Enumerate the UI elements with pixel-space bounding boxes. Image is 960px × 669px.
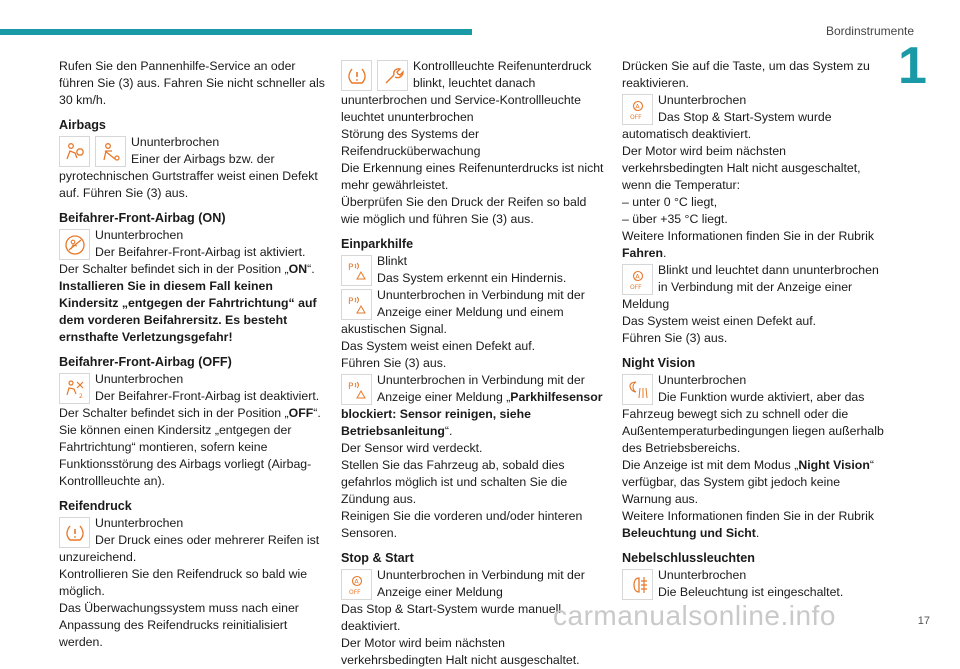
- tyre-pressure-icon: [59, 517, 90, 548]
- bfa-off-heading: Beifahrer-Front-Airbag (OFF): [59, 355, 232, 369]
- page-number: 17: [917, 615, 930, 627]
- bfa-off-state: Ununterbrochen: [95, 372, 184, 386]
- parking-state3c: “.: [444, 424, 453, 438]
- airbags-heading: Airbags: [59, 118, 106, 132]
- ss-cont-text5: Führen Sie (3) aus.: [622, 331, 728, 345]
- bfa-off-text2c: “.: [313, 406, 321, 420]
- bfa-off-text1: Der Beifahrer-Front-Airbag ist deaktiviert.: [95, 389, 320, 403]
- svg-text:P: P: [347, 262, 353, 273]
- passenger-airbag-off-icon: [59, 373, 90, 404]
- tpms-fault-text2: Die Erkennung eines Reifenunterdrucks ist nicht mehr gewährleistet.: [341, 161, 604, 192]
- chapter-title: Bordinstrumente: [825, 24, 914, 38]
- night-vision-text3b: Beleuchtung und Sicht: [622, 526, 756, 540]
- night-vision-text1: Die Funktion wurde aktiviert, aber das Fahrzeug bewegt sich zu schnell oder die Außentemperaturbedingungen liegen außerhalb des Betriebsbereichs.: [622, 390, 884, 455]
- parking-state3b: Parkhilfesensor blockiert: Sensor reinigen, siehe Betriebsanleitung: [341, 390, 603, 438]
- bfa-on-state: Ununterbrochen: [95, 228, 184, 242]
- airbags-state: Ununterbrochen: [131, 135, 220, 149]
- fog-heading: Nebelschlussleuchten: [622, 551, 755, 565]
- ss-cont-li1: – unter 0 °C liegt,: [622, 195, 718, 209]
- parking-text4: Der Sensor wird verdeckt.: [341, 441, 483, 455]
- parking-text6: Reinigen Sie die vorderen und/oder hinteren Sensoren.: [341, 509, 583, 540]
- service-wrench-icon: [377, 60, 408, 91]
- ss-cont-text4: Das System weist einen Defekt auf.: [622, 314, 817, 328]
- bfa-on-text2c: “.: [307, 262, 315, 276]
- stopstart-state: Ununterbrochen in Verbindung mit der Anzeige einer Meldung: [377, 568, 585, 599]
- tyre-pressure-icon-2: [341, 60, 372, 91]
- fog-state: Ununterbrochen: [658, 568, 747, 582]
- night-vision-text2b: Night Vision: [798, 458, 870, 472]
- tyre-pressure-heading: Reifendruck: [59, 499, 132, 513]
- svg-text:A: A: [634, 272, 640, 280]
- ss-cont-text3b: Fahren: [622, 246, 663, 260]
- tyre-text3: Das Überwachungssystem muss nach einer Anpassung des Reifendrucks reinitialisiert werden.: [59, 601, 299, 649]
- parking-state3a: Ununterbrochen in Verbindung mit der Anzeige einer Meldung „: [377, 373, 585, 404]
- night-vision-icon: [622, 374, 653, 405]
- night-vision-state: Ununterbrochen: [658, 373, 747, 387]
- rear-fog-lamp-icon: [622, 569, 653, 600]
- header-accent-bar: [0, 29, 472, 35]
- passenger-airbag-on-icon: [59, 229, 90, 260]
- parking-sensor-icon-2: [341, 289, 372, 320]
- bfa-off-text3: Sie können einen Kindersitz „entgegen der Fahrtrichtung“ montieren, sofern keine Funktionsstörung des Airbags vorliegt (Airbag-Kontrollleuchte an).: [59, 423, 312, 488]
- night-vision-text2a: Die Anzeige ist mit dem Modus „: [622, 458, 799, 472]
- ss-cont-text3a: Weitere Informationen finden Sie in der Rubrik: [622, 229, 874, 243]
- night-vision-text3a: Weitere Informationen finden Sie in der Rubrik: [622, 509, 874, 523]
- night-vision-text3c: .: [755, 526, 760, 540]
- bfa-on-heading: Beifahrer-Front-Airbag (ON): [59, 211, 226, 225]
- ss-cont-state2: Blinkt und leuchtet dann ununterbrochen in Verbindung mit der Anzeige einer Meldung: [622, 263, 879, 311]
- tyre-text2: Kontrollieren Sie den Reifendruck so bald wie möglich.: [59, 567, 308, 598]
- stop-start-off-icon: [341, 569, 372, 600]
- svg-text:OFF: OFF: [629, 283, 642, 291]
- svg-text:2: 2: [78, 392, 83, 400]
- tpms-fault-text3: Überprüfen Sie den Druck der Reifen so bald wie möglich und führen Sie (3) aus.: [341, 195, 587, 226]
- seatbelt-pretensioner-icon: [95, 136, 126, 167]
- column-1: [59, 58, 325, 651]
- stopstart-text2: Der Motor wird beim nächsten verkehrsbedingten Halt nicht ausgeschaltet.: [341, 636, 580, 667]
- night-vision-text2c: “ verfügbar, das System gibt jedoch keine Warnung aus.: [622, 458, 874, 506]
- bfa-on-text1: Der Beifahrer-Front-Airbag ist aktiviert.: [95, 245, 306, 259]
- ss-cont-text3c: .: [663, 246, 667, 260]
- parking-text5: Stellen Sie das Fahrzeug ab, sobald dies gefahrlos möglich ist und schalten Sie die Zündung aus.: [341, 458, 568, 506]
- parking-sensor-icon-3: [341, 374, 372, 405]
- ss-cont-text1: Das Stop & Start-System wurde automatisch deaktiviert.: [622, 110, 832, 141]
- svg-text:A: A: [634, 102, 640, 110]
- ss-cont-li2: – über +35 °C liegt.: [622, 212, 728, 226]
- stop-start-off-icon-3: [622, 264, 653, 295]
- parking-text3: Führen Sie (3) aus.: [341, 356, 447, 370]
- fog-text1: Die Beleuchtung ist eingeschaltet.: [658, 585, 844, 599]
- column-3: [622, 58, 888, 601]
- parking-state2: Ununterbrochen in Verbindung mit der Anzeige einer Meldung und einem akustischen Signal.: [341, 288, 585, 336]
- svg-text:P: P: [347, 296, 353, 307]
- airbags-text: Einer der Airbags bzw. der pyrotechnischen Gurtstraffer weist einen Defekt auf. Führen Sie (3) aus.: [59, 152, 318, 200]
- bfa-off-text2a: Der Schalter befindet sich in der Position „: [59, 406, 289, 420]
- stopstart-heading: Stop & Start: [341, 551, 414, 565]
- ss-cont-text0: Drücken Sie auf die Taste, um das System zu reaktivieren.: [622, 59, 870, 90]
- parking-text2: Das System weist einen Defekt auf.: [341, 339, 536, 353]
- bfa-on-warning: Installieren Sie in diesem Fall keinen Kindersitz „entgegen der Fahrtrichtung“ auf dem vorderen Beifahrersitz. Es besteht ernsthafte Verletzungsgefahr!: [59, 279, 317, 344]
- parking-heading: Einparkhilfe: [341, 237, 414, 251]
- column-2: [341, 58, 607, 669]
- bfa-off-text2b: OFF: [288, 406, 314, 420]
- watermark: carmanualsonline.info: [553, 600, 836, 631]
- parking-state1: Blinkt: [377, 254, 408, 268]
- night-vision-heading: Night Vision: [622, 356, 696, 370]
- ss-cont-text2: Der Motor wird beim nächsten verkehrsbedingten Halt nicht ausgeschaltet, wenn die Temperatur:: [622, 144, 861, 192]
- svg-text:P: P: [347, 381, 353, 392]
- parking-sensor-icon: [341, 255, 372, 286]
- bfa-on-text2b: ON: [288, 262, 308, 276]
- svg-text:OFF: OFF: [348, 588, 361, 596]
- bfa-on-text2a: Der Schalter befindet sich in der Position „: [59, 262, 289, 276]
- parking-text1: Das System erkennt ein Hindernis.: [377, 271, 567, 285]
- stop-start-off-icon-2: [622, 94, 653, 125]
- tyre-text1: Der Druck eines oder mehrerer Reifen ist unzureichend.: [59, 533, 320, 564]
- svg-text:OFF: OFF: [629, 113, 642, 121]
- ss-cont-state1: Ununterbrochen: [658, 93, 747, 107]
- airbag-warning-icon: [59, 136, 90, 167]
- intro-text: Rufen Sie den Pannenhilfe-Service an oder führen Sie (3) aus. Fahren Sie nicht schneller als 30 km/h.: [59, 59, 325, 107]
- tpms-fault-text1: Störung des Systems der Reifendrucküberwachung: [341, 127, 481, 158]
- tyre-state: Ununterbrochen: [95, 516, 184, 530]
- tpms-fault-state: Kontrollleuchte Reifenunterdruck blinkt, leuchtet danach ununterbrochen und Service-Kontrollleuchte leuchtet ununterbrochen: [341, 59, 592, 124]
- svg-text:A: A: [353, 577, 359, 585]
- chapter-number: 1: [898, 37, 927, 95]
- stopstart-text1: Das Stop & Start-System wurde manuell deaktiviert.: [341, 602, 562, 633]
